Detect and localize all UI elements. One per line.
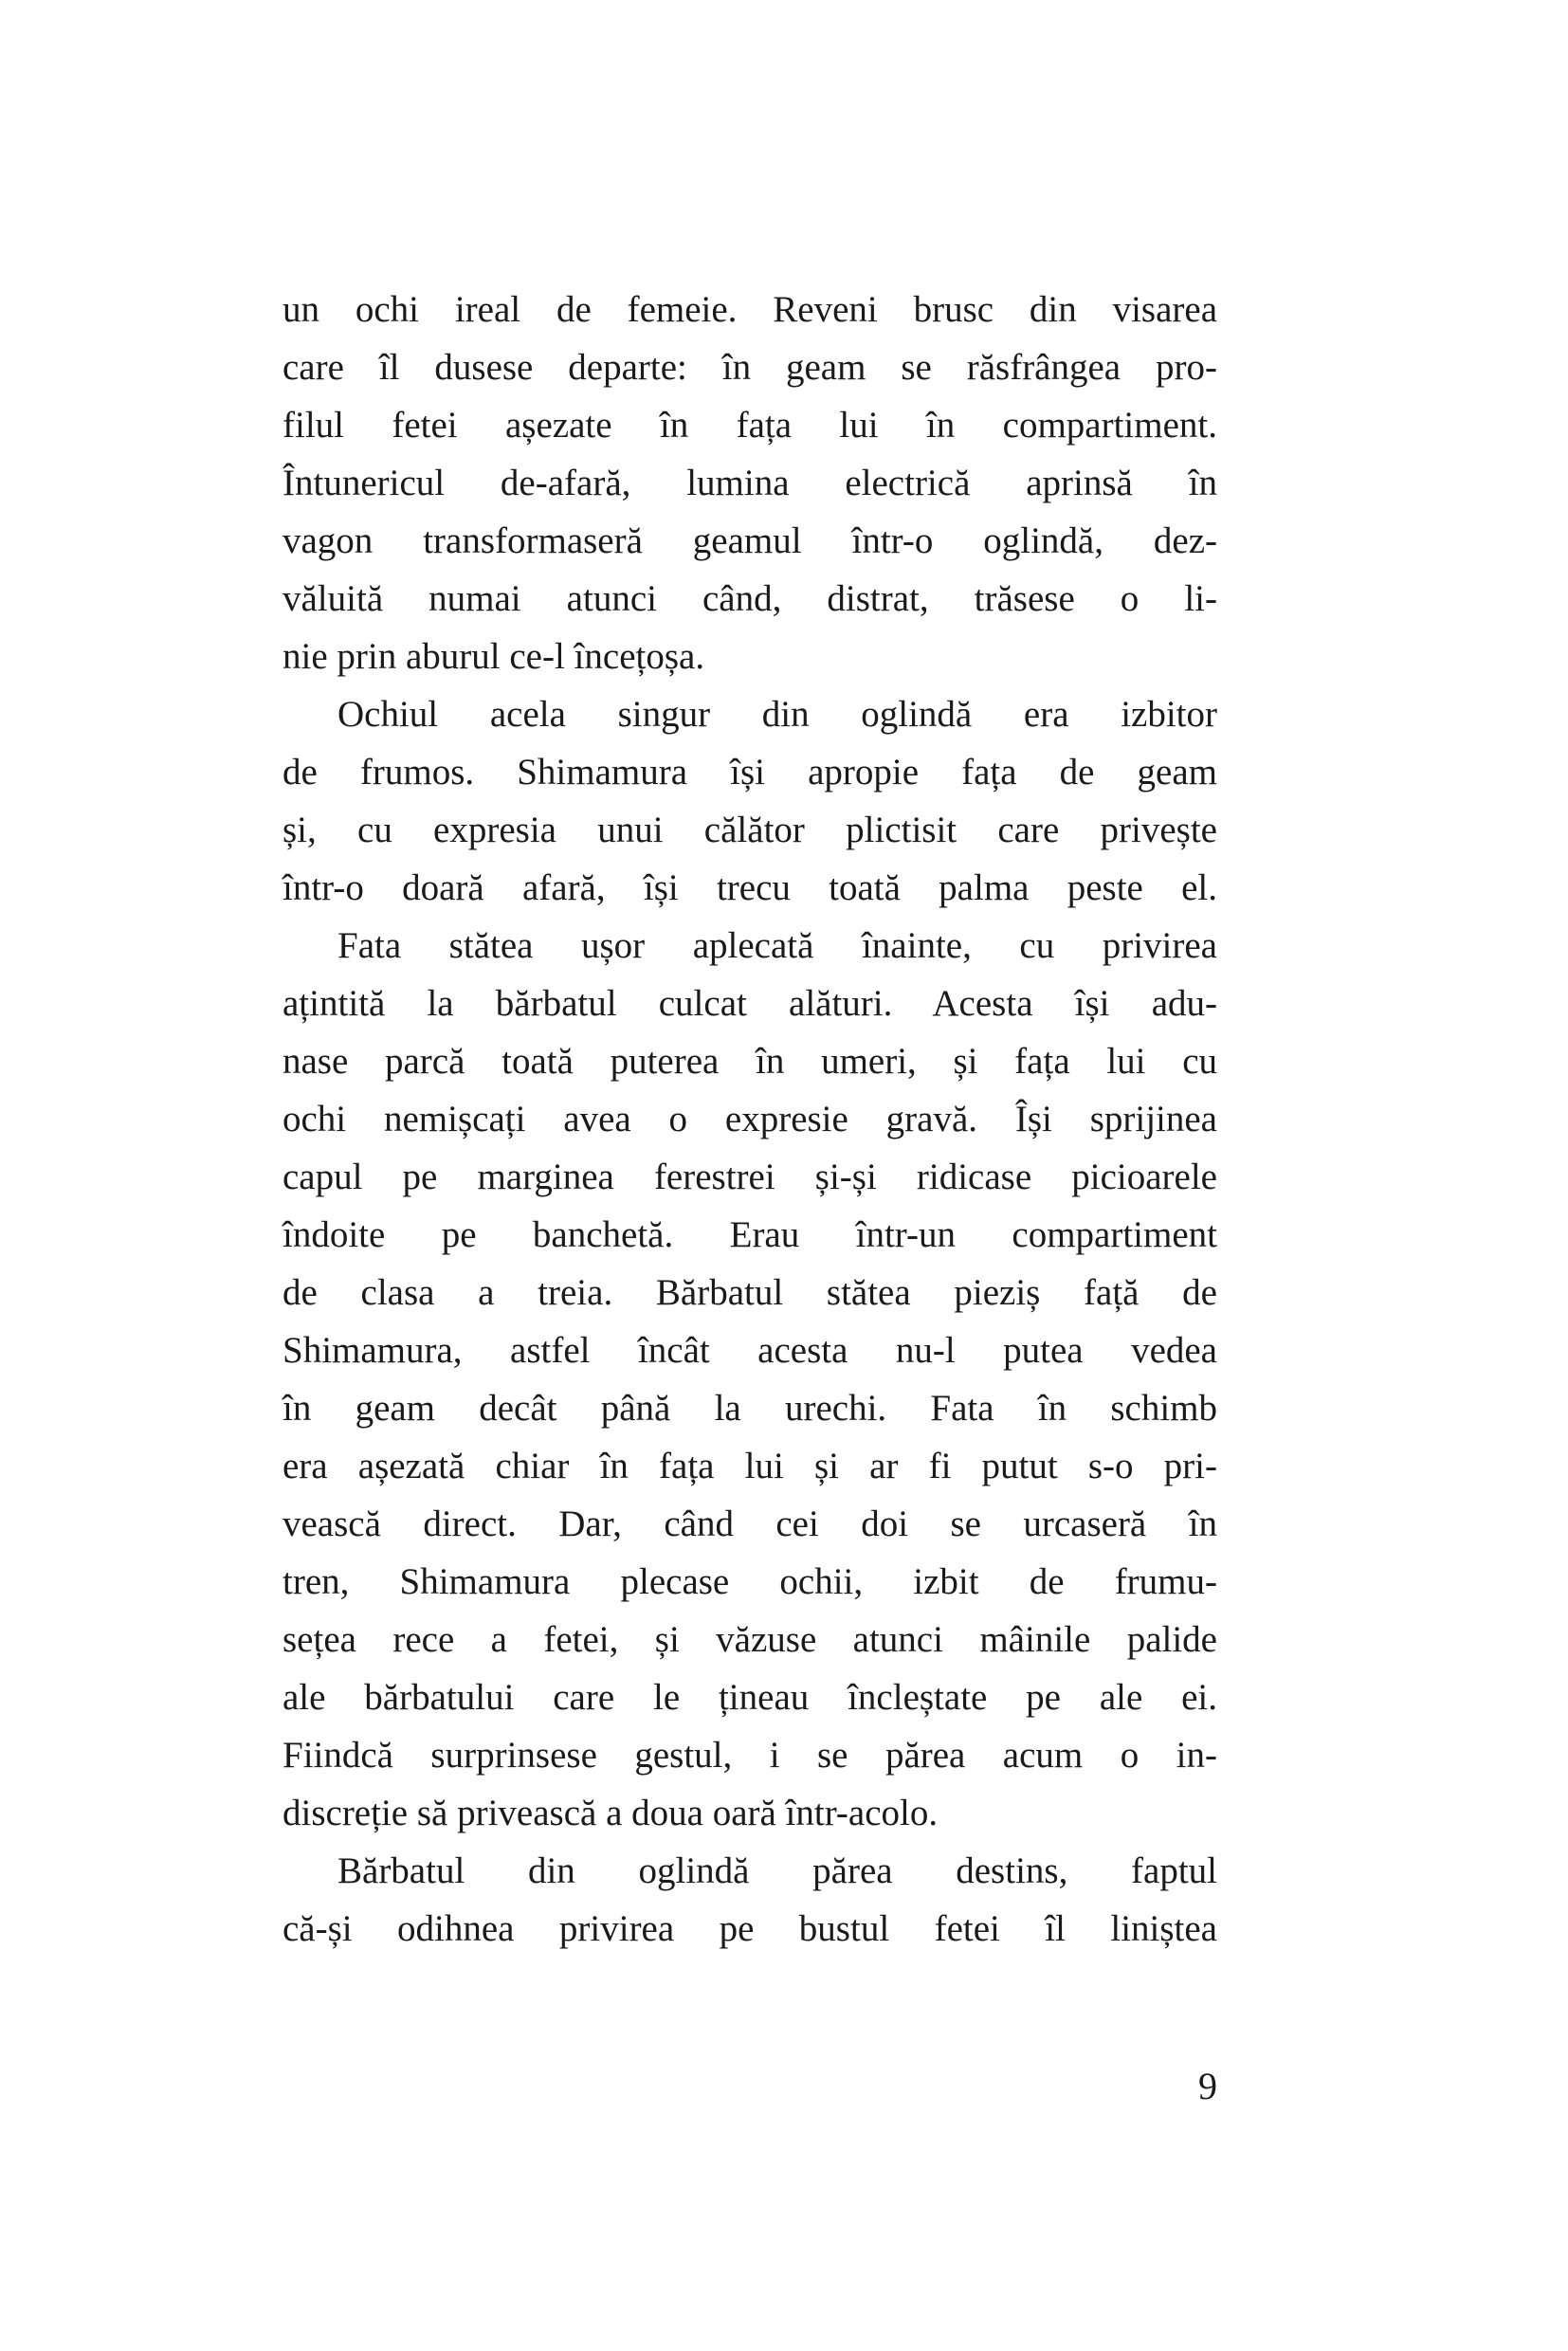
page-number: 9 [1198,2065,1217,2107]
text-line: în geam decât până la urechi. Fata în schimb [283,1388,1217,1429]
text-line: Întunericul de-afară, lumina electrică aprinsă în [283,463,1217,503]
text-line: nase parcă toată puterea în umeri, și fața lui cu [283,1041,1217,1082]
text-line: capul pe marginea ferestrei și-și ridicase picioarele [283,1157,1217,1197]
text-line: care îl dusese departe: în geam se răsfrângea pro- [283,347,1217,388]
text-line: de frumos. Shimamura își apropie fața de geam [283,752,1217,793]
text-block [283,281,1217,1958]
text-line: Fata stătea ușor aplecată înainte, cu privirea [337,925,1217,966]
text-line: Bărbatul din oglindă părea destins, faptul [337,1850,1217,1891]
text-line: că-și odihnea privirea pe bustul fetei îl liniștea [283,1908,1217,1949]
text-line: tren, Shimamura plecase ochii, izbit de frumu- [283,1561,1217,1602]
text-line: de clasa a treia. Bărbatul stătea pieziș față de [283,1272,1217,1313]
text-line: Shimamura, astfel încât acesta nu-l putea vedea [283,1330,1217,1371]
text-line: ochi nemișcați avea o expresie gravă. Își sprijinea [283,1099,1217,1139]
text-line: vească direct. Dar, când cei doi se urcaseră în [283,1504,1217,1544]
text-line: și, cu expresia unui călător plictisit care privește [283,810,1217,850]
text-line: vagon transformaseră geamul într-o oglindă, dez- [283,520,1217,561]
text-line: nie prin aburul ce-l încețoșa. [283,636,705,677]
text-line: sețea rece a fetei, și văzuse atunci mâinile palide [283,1619,1217,1660]
text-line: ațintită la bărbatul culcat alături. Acesta își adu- [283,983,1217,1024]
text-line: ale bărbatului care le țineau încleștate pe ale ei. [283,1677,1217,1718]
text-line: un ochi ireal de femeie. Reveni brusc din visarea [283,289,1217,330]
text-line: îndoite pe banchetă. Erau într-un compartiment [283,1214,1217,1255]
text-line: discreție să privească a doua oară într-acolo. [283,1793,939,1833]
text-line: văluită numai atunci când, distrat, trăsese o li- [283,578,1217,619]
text-line: Fiindcă surprinsese gestul, i se părea acum o in- [283,1735,1217,1776]
text-line: într-o doară afară, își trecu toată palma peste el. [283,867,1217,908]
text-line: Ochiul acela singur din oglindă era izbitor [337,694,1217,735]
text-line: filul fetei așezate în fața lui în compartiment. [283,405,1217,446]
text-line: era așezată chiar în fața lui și ar fi putut s-o pri- [283,1446,1217,1486]
